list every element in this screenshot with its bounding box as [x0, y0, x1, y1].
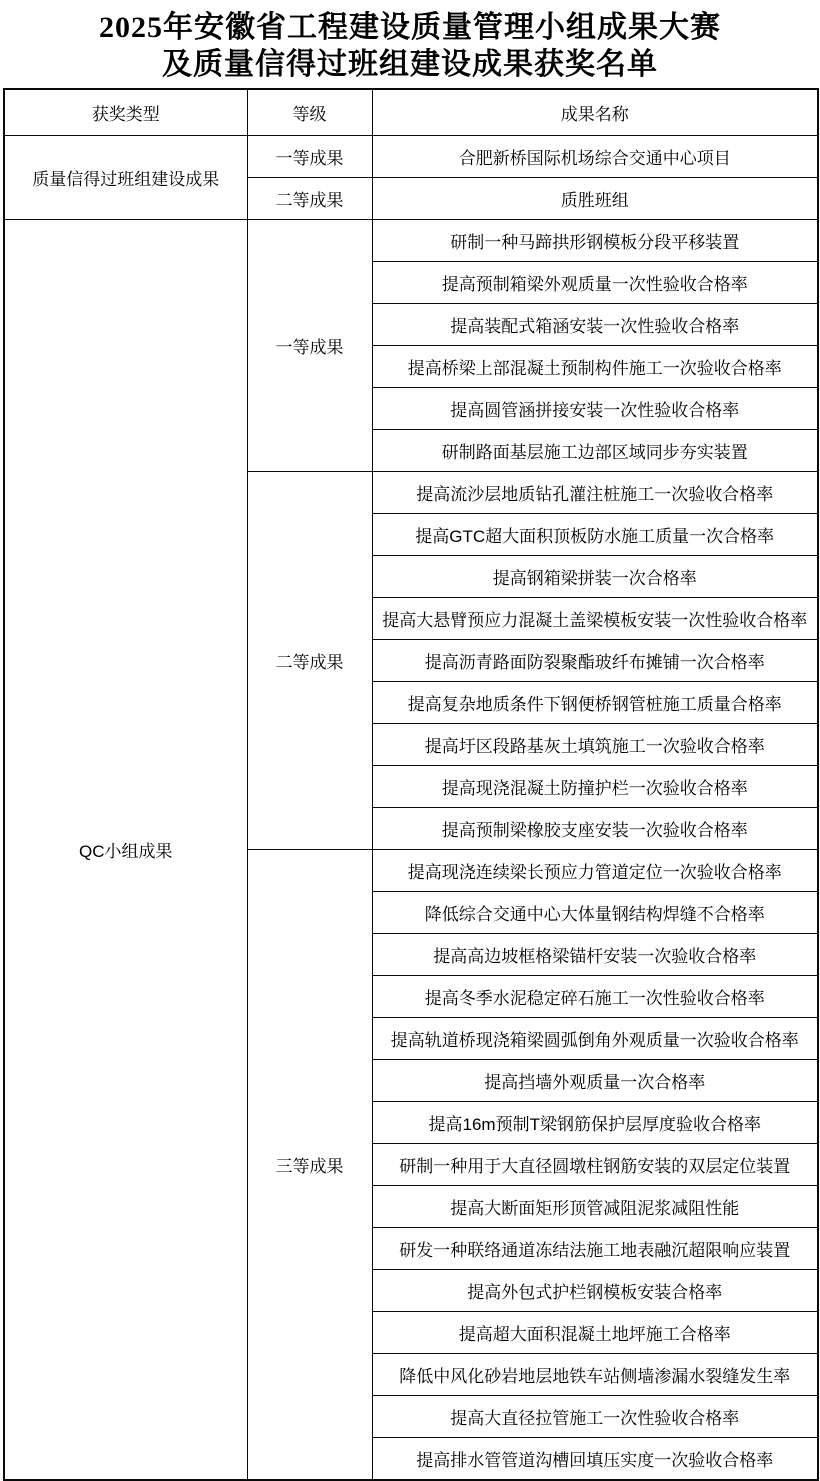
achievement-name-cell: 提高大断面矩形顶管减阻泥浆减阻性能 [372, 1186, 818, 1228]
achievement-name-cell: 提高排水管管道沟槽回填压实度一次验收合格率 [372, 1438, 818, 1481]
results-table-body [4, 136, 818, 1481]
achievement-name-cell: 提高流沙层地质钻孔灌注桩施工一次验收合格率 [372, 472, 818, 514]
grade-cell: 一等成果 [247, 220, 372, 472]
grade-cell: 一等成果 [247, 136, 372, 178]
achievement-name-cell: 提高圆管涵拼接安装一次性验收合格率 [372, 388, 818, 430]
document-title [0, 0, 820, 83]
achievement-name-cell: 提高大悬臂预应力混凝土盖梁模板安装一次性验收合格率 [372, 598, 818, 640]
awards-table [3, 88, 819, 1481]
header-achievement-name: 成果名称 [372, 89, 818, 136]
achievement-name-cell: 提高大直径拉管施工一次性验收合格率 [372, 1396, 818, 1438]
achievement-name-cell: 提高预制箱梁外观质量一次性验收合格率 [372, 262, 818, 304]
achievement-name-cell: 提高钢箱梁拼装一次合格率 [372, 556, 818, 598]
achievement-name-cell: 降低综合交通中心大体量钢结构焊缝不合格率 [372, 892, 818, 934]
achievement-name-cell: 提高GTC超大面积顶板防水施工质量一次合格率 [372, 514, 818, 556]
achievement-name-cell: 提高预制梁橡胶支座安装一次验收合格率 [372, 808, 818, 850]
achievement-name-cell: 提高挡墙外观质量一次合格率 [372, 1060, 818, 1102]
achievement-name-cell: 提高沥青路面防裂聚酯玻纤布摊铺一次合格率 [372, 640, 818, 682]
achievement-name-cell: 提高复杂地质条件下钢便桥钢管桩施工质量合格率 [372, 682, 818, 724]
achievement-name-cell: 提高高边坡框格梁锚杆安装一次验收合格率 [372, 934, 818, 976]
achievement-name-cell: 提高装配式箱涵安装一次性验收合格率 [372, 304, 818, 346]
achievement-name-cell: 研制一种用于大直径圆墩柱钢筋安装的双层定位装置 [372, 1144, 818, 1186]
title-line-2: 及质量信得过班组建设成果获奖名单 [162, 48, 658, 81]
achievement-name-cell: 提高外包式护栏钢模板安装合格率 [372, 1270, 818, 1312]
header-award-type: 获奖类型 [4, 89, 247, 136]
achievement-name-cell: 提高超大面积混凝土地坪施工合格率 [372, 1312, 818, 1354]
achievement-name-cell: 提高圩区段路基灰土填筑施工一次验收合格率 [372, 724, 818, 766]
award-type-cell: 质量信得过班组建设成果 [4, 136, 247, 220]
grade-cell: 三等成果 [247, 850, 372, 1481]
achievement-name-cell: 降低中风化砂岩地层地铁车站侧墙渗漏水裂缝发生率 [372, 1354, 818, 1396]
table-row [4, 136, 818, 178]
header-grade: 等级 [247, 89, 372, 136]
achievement-name-cell: 研制路面基层施工边部区域同步夯实装置 [372, 430, 818, 472]
achievement-name-cell: 研制一种马蹄拱形钢模板分段平移装置 [372, 220, 818, 262]
award-type-cell: QC小组成果 [4, 220, 247, 1481]
achievement-name-cell: 提高现浇连续梁长预应力管道定位一次验收合格率 [372, 850, 818, 892]
achievement-name-cell: 质胜班组 [372, 178, 818, 220]
achievement-name-cell: 提高桥梁上部混凝土预制构件施工一次验收合格率 [372, 346, 818, 388]
title-line-1: 2025年安徽省工程建设质量管理小组成果大赛 [99, 11, 721, 44]
grade-cell: 二等成果 [247, 472, 372, 850]
header-row [4, 89, 818, 136]
table-header [4, 89, 818, 136]
achievement-name-cell: 提高现浇混凝土防撞护栏一次验收合格率 [372, 766, 818, 808]
achievement-name-cell: 提高16m预制T梁钢筋保护层厚度验收合格率 [372, 1102, 818, 1144]
achievement-name-cell: 研发一种联络通道冻结法施工地表融沉超限响应装置 [372, 1228, 818, 1270]
achievement-name-cell: 提高轨道桥现浇箱梁圆弧倒角外观质量一次验收合格率 [372, 1018, 818, 1060]
grade-cell: 二等成果 [247, 178, 372, 220]
achievement-name-cell: 提高冬季水泥稳定碎石施工一次性验收合格率 [372, 976, 818, 1018]
achievement-name-cell: 合肥新桥国际机场综合交通中心项目 [372, 136, 818, 178]
table-row [4, 220, 818, 262]
